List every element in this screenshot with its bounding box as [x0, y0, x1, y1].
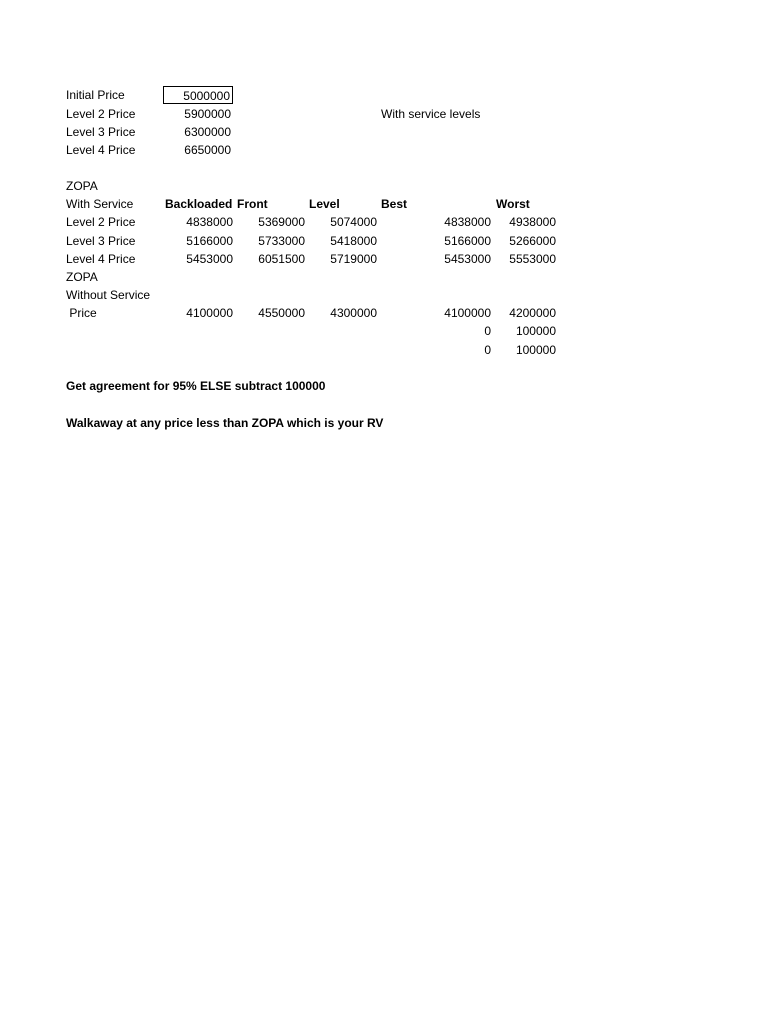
table-cell-best: 5166000 — [444, 234, 491, 248]
column-header-backloaded: Backloaded — [165, 197, 233, 211]
with-service-header: With Service — [66, 197, 134, 211]
column-header-front: Front — [237, 197, 268, 211]
table-cell-best: 4100000 — [444, 306, 491, 320]
column-header-worst: Worst — [496, 197, 530, 211]
table-cell-worst: 5553000 — [509, 252, 556, 266]
table-cell-backloaded: 5453000 — [186, 252, 233, 266]
initial-price-label: Initial Price — [66, 88, 125, 102]
table-cell-best: 5453000 — [444, 252, 491, 266]
table-row-label: Level 4 Price — [66, 252, 136, 266]
level2-price-label: Level 2 Price — [66, 107, 136, 121]
table-cell-front: 5733000 — [258, 234, 305, 248]
level4-price-label: Level 4 Price — [66, 143, 136, 157]
table-row-label: Level 2 Price — [66, 215, 136, 229]
table-cell-best: 4838000 — [444, 215, 491, 229]
table-cell-backloaded: 5166000 — [186, 234, 233, 248]
table-cell-front: 6051500 — [258, 252, 305, 266]
table-cell-front: 4550000 — [258, 306, 305, 320]
table-cell-backloaded: 4100000 — [186, 306, 233, 320]
table-cell-level: 5074000 — [330, 215, 377, 229]
table-cell-worst: 100000 — [515, 324, 556, 338]
table-row-label: Price — [66, 306, 97, 320]
table-cell-best: 0 — [484, 324, 491, 338]
level4-price-value: 6650000 — [184, 143, 231, 157]
table-cell-worst: 5266000 — [509, 234, 556, 248]
table-cell-level: 5418000 — [330, 234, 377, 248]
zopa-title: ZOPA — [66, 179, 98, 193]
level3-price-value: 6300000 — [184, 125, 231, 139]
level2-price-value: 5900000 — [184, 107, 231, 121]
table-cell-front: 5369000 — [258, 215, 305, 229]
column-header-best: Best — [381, 197, 408, 211]
service-levels-note: With service levels — [381, 107, 481, 121]
table-cell-worst: 100000 — [515, 343, 556, 357]
initial-price-value[interactable]: 5000000 — [163, 86, 233, 104]
table-cell-worst: 4200000 — [509, 306, 556, 320]
table-cell-best: 0 — [484, 343, 491, 357]
walkaway-note: Walkaway at any price less than ZOPA which is your RV — [66, 416, 384, 430]
table-cell-level: 5719000 — [330, 252, 377, 266]
column-header-level: Level — [309, 197, 340, 211]
table-row-label: Level 3 Price — [66, 234, 136, 248]
table-cell-backloaded: 4838000 — [186, 215, 233, 229]
table-cell-level: 4300000 — [330, 306, 377, 320]
table-cell-worst: 4938000 — [509, 215, 556, 229]
zopa-title: ZOPA — [66, 270, 98, 284]
level3-price-label: Level 3 Price — [66, 125, 136, 139]
agreement-note: Get agreement for 95% ELSE subtract 100000 — [66, 379, 326, 393]
without-service-header: Without Service — [66, 288, 151, 302]
